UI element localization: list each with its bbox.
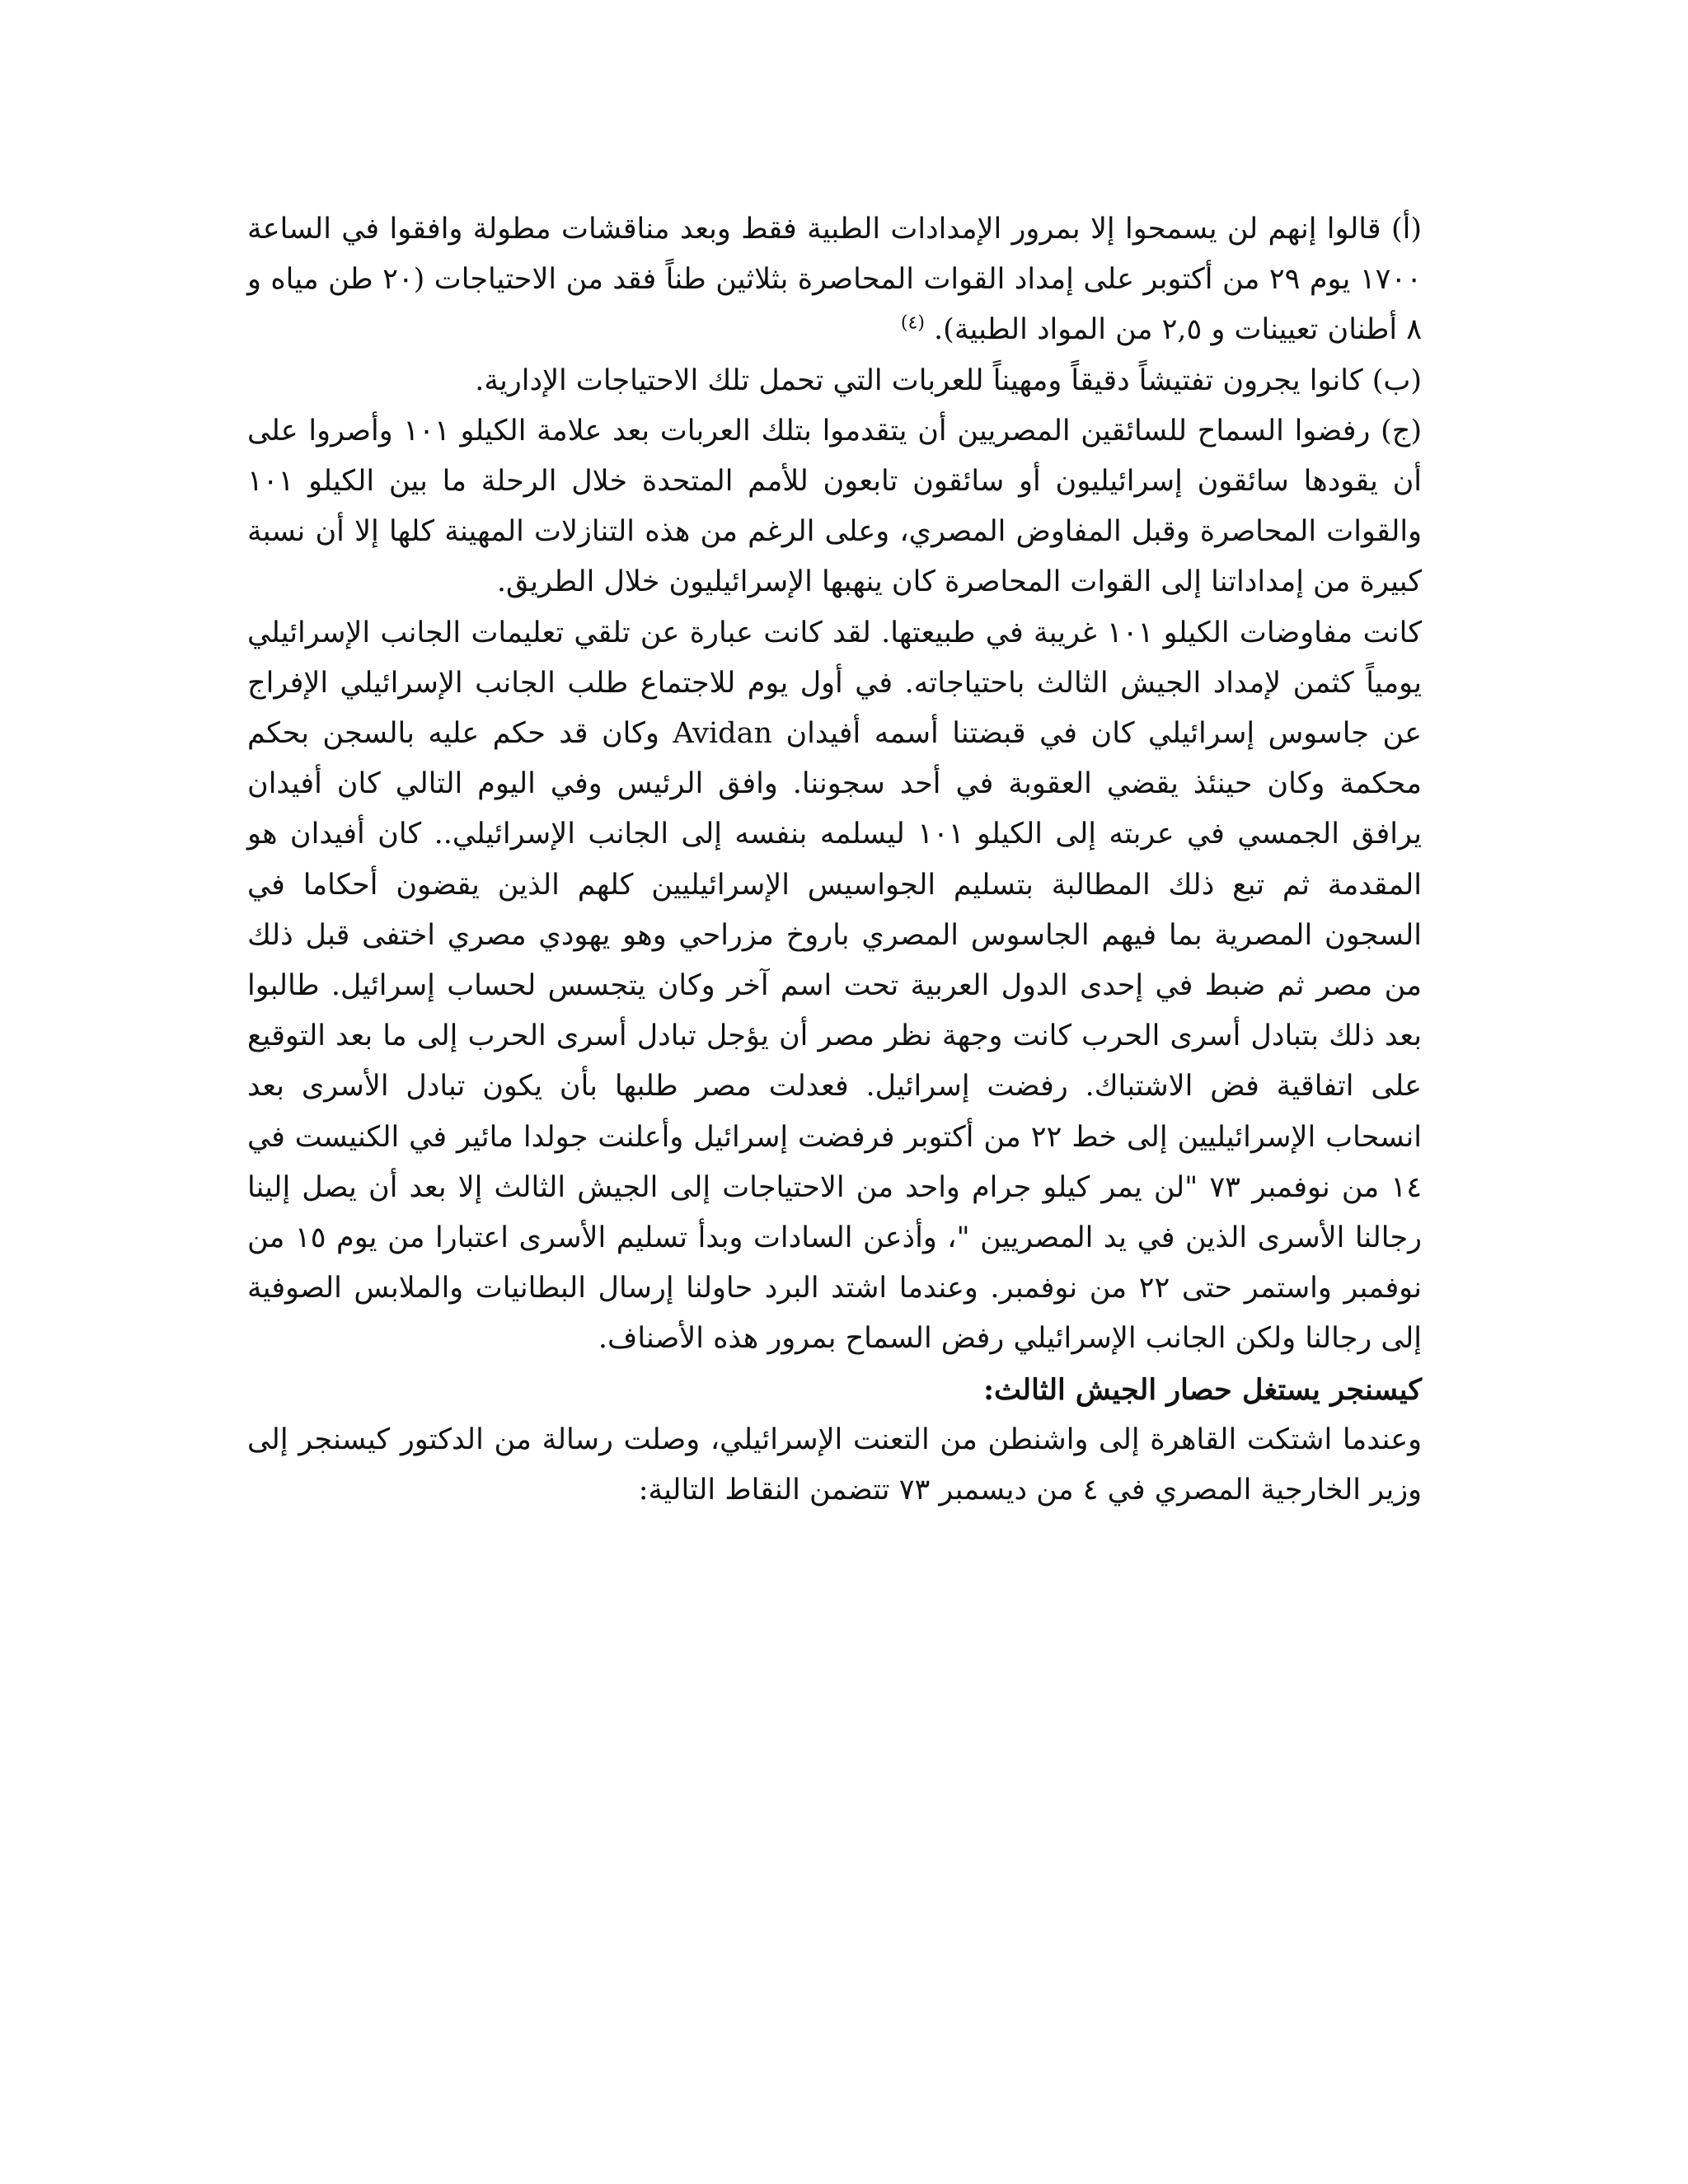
paragraph-kissinger-letter: وعندما اشتكت القاهرة إلى واشنطن من التعنت الإسرائيلي، وصلت رسالة من الدكتور كيسنجر إلى وزير الخارجية المصري في ٤ من ديسمبر ٧٣ تتضمن النقاط التالية: — [247, 1422, 1422, 1507]
footnote-reference: (٤) — [900, 312, 925, 334]
paragraph-inspection-b: (ب) كانوا يجرون تفتيشاً دقيقاً ومهيناً للعربات التي تحمل تلك الاحتياجات الإدارية. — [475, 363, 1422, 397]
paragraph-text: (أ) قالوا إنهم لن يسمحوا إلا بمرور الإمدادات الطبية فقط وبعد مناقشات مطولة وافقوا في الساعة ١٧٠٠ يوم ٢٩ من أكتوبر على إمداد القوات المحاصرة بثلاثين طناً فقد من الاحتياجات (٢٠ طن مياه و ٨ أطنان تعيينات و ٢,٥ من المواد الطبية). — [247, 213, 1423, 347]
section-heading: كيسنجر يستغل حصار الجيش الثالث: — [983, 1372, 1422, 1407]
paragraph-drivers-c: (ج) رفضوا السماح للسائقين المصريين أن يتقدموا بتلك العربات بعد علامة الكيلو ١٠١ وأصروا على أن يقودها سائقون إسرائيليون أو سائقون تابعون للأمم المتحدة خلال الرحلة ما بين الكيلو ١٠١ والقوات المحاصرة وقبل المفاوض المصري، وعلى الرغم من هذه التنازلات المهينة كلها إلا أن نسبة كبيرة من إمداداتنا إلى القوات المحاصرة كان ينهبها الإسرائيليون خلال الطريق. — [247, 414, 1422, 599]
document-page — [247, 204, 1422, 1516]
paragraph-km101-negotiations: كانت مفاوضات الكيلو ١٠١ غريبة في طبيعتها. لقد كانت عبارة عن تلقي تعليمات الجانب الإسرائيلي يومياً كثمن لإمداد الجيش الثالث باحتياجاته. في أول يوم للاجتماع طلب الجانب الإسرائيلي الإفراج عن جاسوس إسرائيلي كان في قبضتنا أسمه أفيدان Avidan وكان قد حكم عليه بالسجن بحكم محكمة وكان حينئذ يقضي العقوبة في أحد سجوننا. وافق الرئيس وفي اليوم التالي كان أفيدان يرافق الجمسي في عربته إلى الكيلو ١٠١ ليسلمه بنفسه إلى الجانب الإسرائيلي.. كان أفيدان هو المقدمة ثم تبع ذلك المطالبة بتسليم الجواسيس الإسرائيليين كلهم الذين يقضون أحكاما في السجون المصرية بما فيهم الجاسوس المصري باروخ مزراحي وهو يهودي مصري اختفى قبل ذلك من مصر ثم ضبط في إحدى الدول العربية تحت اسم آخر وكان يتجسس لحساب إسرائيل. طالبوا بعد ذلك بتبادل أسرى الحرب كانت وجهة نظر مصر أن يؤجل تبادل أسرى الحرب إلى ما بعد التوقيع على اتفاقية فض الاشتباك. رفضت إسرائيل. فعدلت مصر طلبها بأن يكون تبادل الأسرى بعد انسحاب الإسرائيليين إلى خط ٢٢ من أكتوبر فرفضت إسرائيل وأعلنت جولدا مائير في الكنيست في ١٤ من نوفمبر ٧٣ "لن يمر كيلو جرام واحد من الاحتياجات إلى الجيش الثالث إلا بعد أن يصل إلينا رجالنا الأسرى الذين في يد المصريين "، وأذعن السادات وبدأ تسليم الأسرى اعتبارا من يوم ١٥ من نوفمبر واستمر حتى ٢٢ من نوفمبر. وعندما اشتد البرد حاولنا إرسال البطانيات والملابس الصوفية إلى رجالنا ولكن الجانب الإسرائيلي رفض السماح بمرور هذه الأصناف. — [247, 616, 1423, 1356]
paragraph-supplies-a — [247, 204, 1422, 356]
